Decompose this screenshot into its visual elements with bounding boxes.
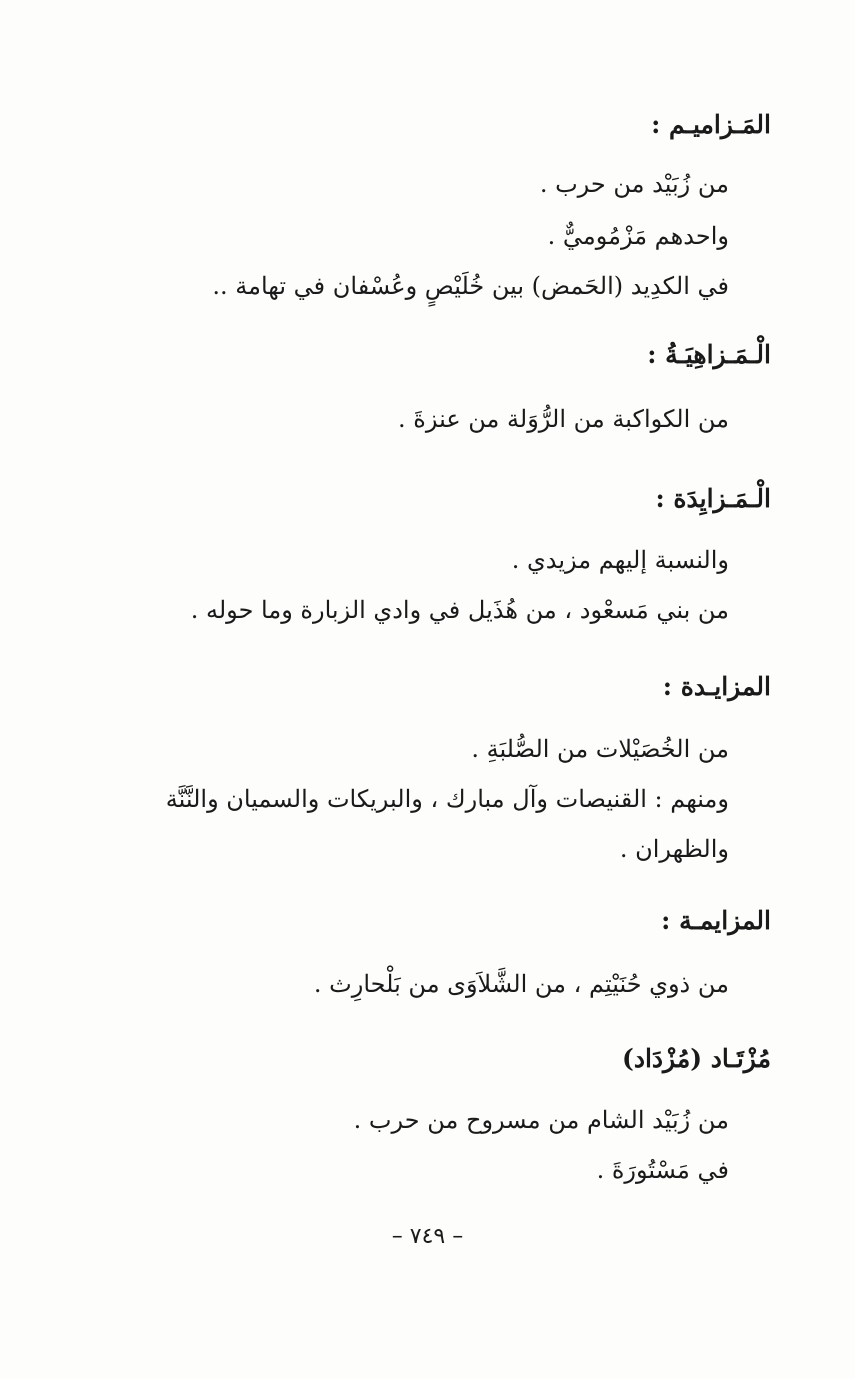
entry-heading: المزايمـة : xyxy=(661,906,771,935)
entry-line: والنسبة إليهم مزيدي . xyxy=(511,546,729,574)
page-number: – ٧٤٩ – xyxy=(391,1224,464,1249)
entry-line: في الكدِيد (الحَمض) بين خُلَيْصٍ وعُسْفان في تهامة .. xyxy=(212,272,729,300)
entry-line: من زُبَيْد الشام من مسروح من حرب . xyxy=(353,1106,729,1134)
entry-heading: الْـمَـزاهِيَـةُ : xyxy=(647,340,771,369)
entry-line: والظهران . xyxy=(619,835,729,863)
entry-line: ومنهم : القنيصات وآل مبارك ، والبريكات والسميان والنَّنَّة xyxy=(165,785,729,813)
entry-line: من الكواكبة من الرُّوَلة من عنزةَ . xyxy=(398,405,729,433)
entry-line: من ذوي حُنَيْتِم ، من الشَّلاَوَى من بَلْحارِث . xyxy=(313,970,729,998)
entry-line: من زُبَيْد من حرب . xyxy=(539,170,729,198)
entry-heading: المَـزاميـم : xyxy=(651,110,771,139)
entry-line: من بني مَسعْود ، من هُذَيل في وادي الزبارة وما حوله . xyxy=(190,596,729,624)
entry-line: في مَسْتُورَةَ . xyxy=(596,1156,729,1184)
entry-heading: الْـمَـزايِدَة : xyxy=(655,484,771,513)
entry-line: واحدهم مَزْمُوميٌّ . xyxy=(547,222,729,250)
entry-heading: مُزْتَـاد (مُزْدَاد) xyxy=(622,1044,771,1073)
entry-line: من الخُصَيْلات من الصُّلبَةِ . xyxy=(471,735,729,763)
entry-heading: المزايـدة : xyxy=(662,672,771,701)
